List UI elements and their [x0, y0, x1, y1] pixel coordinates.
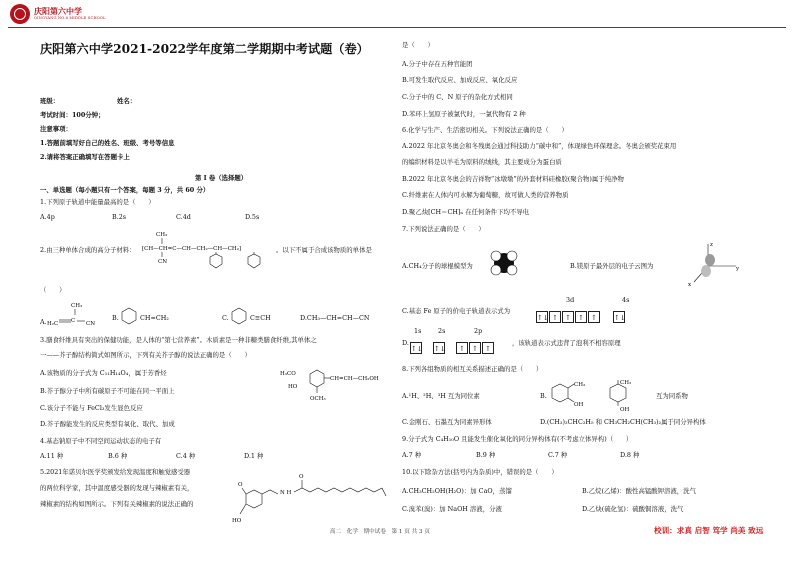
q7-option-a: A.CH₄分子的球棍模型为	[402, 262, 473, 270]
svg-text:H₃CO: H₃CO	[280, 371, 296, 377]
q3-line-2: 一——芥子醇结构简式如图所示，下列有关芥子醇的说法正确的是（ ）	[40, 351, 251, 359]
svg-text:HO: HO	[232, 518, 242, 524]
svg-text:O: O	[299, 474, 304, 480]
orbital-box: ↑	[588, 311, 600, 323]
q1-option-b: B.2s	[112, 213, 127, 221]
q7-d-1s-label: 1s	[414, 327, 422, 335]
q7-c-3d-label: 3d	[566, 296, 575, 304]
orbital-box: ↑	[575, 311, 587, 323]
q5-continued: 是（ ）	[402, 41, 434, 49]
q2-option-c-benzene-icon	[228, 307, 250, 327]
svg-text:y: y	[736, 266, 740, 272]
orbital-box: ↑	[549, 311, 561, 323]
q8-stem: 8.下列各组物质的相互关系描述正确的是（ ）	[402, 365, 543, 373]
q8-option-c: C.金刚石、石墨互为同素异形体	[402, 418, 492, 426]
svg-text:N H: N H	[280, 490, 292, 496]
q10-stem: 10.以下除杂方法(括号内为杂质)中，错误的是（ ）	[402, 468, 558, 476]
q2-option-a-label: A.	[40, 318, 47, 326]
svg-text:O: O	[238, 482, 243, 488]
q8-option-d: D.(CH₃)₂CHC₂H₅ 和 CH₃CH₂CH(CH₃)₂属于同分异构体	[540, 418, 706, 426]
q7-option-b: B.镁原子最外层的电子云图为	[570, 262, 654, 270]
q2-stem: 2.由三种单体合成的高分子材料：	[40, 246, 136, 254]
q5-line-1: 5.2021年诺贝尔医学奖颁发给发现温度和触觉感受器	[40, 468, 191, 476]
q3-line-1: 3.膳食纤维具有突出的保健功能，是人体的“第七营养素”。木质素是一种非糖类膳食纤维,其单体之	[40, 336, 317, 344]
q4-stem: 4.基态钠原子中不同空间运动状态的电子有	[40, 437, 162, 445]
svg-text:CH=CH—CH₂OH: CH=CH—CH₂OH	[330, 376, 379, 382]
orbital-box: ↑	[456, 342, 468, 354]
note-2: 2.请将答案正确填写在答题卡上	[40, 153, 130, 161]
q2-option-c-label: C.	[222, 314, 229, 322]
q1-option-c: C.4d	[176, 213, 191, 221]
q10-option-a: A.CH₃CH₂OH(H₂O)：加 CaO，蒸馏	[402, 487, 512, 495]
q4-option-a: A.11 种	[40, 452, 64, 460]
svg-text:CH₃: CH₃	[620, 380, 632, 386]
q2-option-c-group: C≡CH	[250, 314, 271, 322]
svg-text:z: z	[710, 242, 713, 248]
q1-option-d: D.5s	[245, 213, 260, 221]
q2-option-b-benzene-icon	[118, 307, 140, 327]
q2-option-b-label: B.	[112, 314, 119, 322]
q8-option-b-label: B.	[540, 392, 547, 400]
volume-title: 第 I 卷（选择题）	[195, 174, 248, 182]
q3-option-b: B.芥子醇分子中所有碳原子不可能在同一平面上	[40, 387, 175, 395]
svg-text:OCH₃: OCH₃	[310, 396, 326, 402]
q1-stem: 1.下列原子轨道中能量最高的是（ ）	[40, 198, 155, 206]
q6-option-a-line-1: A.2022 年北京冬奥会和冬残奥会通过科技助力“碳中和”，体现绿色环保理念。冬奥会颁奖花束用	[402, 142, 677, 150]
svg-text:OH: OH	[574, 402, 584, 408]
q5-option-c: C.分子中的 C、N 原子的杂化方式相同	[402, 93, 513, 101]
school-name-en: QINGYANG NO.6 MIDDLE SCHOOL	[34, 16, 106, 20]
q3-option-c: C.该分子不能与 FeCl₃发生显色反应	[40, 404, 143, 412]
svg-text:CH₃: CH₃	[156, 232, 168, 238]
school-motto: 校训：求真 启智 笃学 尚美 致远	[654, 526, 764, 535]
class-label: 班级：	[40, 97, 60, 105]
q7-stem: 7.下列说法正确的是（ ）	[402, 225, 485, 233]
part-title: 一、单选题（每小题只有一个答案，每题 3 分，共 60 分）	[40, 186, 210, 194]
exam-title: 庆阳第六中学2021-2022学年度第二学期期中考试题（卷）	[40, 42, 369, 56]
svg-text:CH₃: CH₃	[71, 303, 83, 309]
q6-option-b: B.2022 年北京冬奥会的吉祥物“冰墩墩”的外套材料硅橡胶(聚合物)属于纯净物	[402, 175, 624, 183]
header-divider	[8, 27, 786, 28]
school-logo	[10, 4, 106, 24]
q8-option-a: A.¹H、²H、³H 互为同位素	[402, 392, 480, 400]
q4-option-c: C.4 种	[176, 452, 196, 460]
svg-text:x: x	[688, 282, 692, 288]
school-seal-icon	[10, 4, 30, 24]
q7-option-c: C.基态 Fe 原子的价电子轨道表示式为	[402, 307, 511, 315]
q7-c-4s-label: 4s	[622, 296, 630, 304]
q9-option-d: D.8 种	[620, 451, 640, 459]
q2-paren: （ ）	[40, 286, 66, 294]
q7-option-d-text: ，该轨道表示式违背了泡利不相容原理	[512, 339, 621, 347]
orbital-box: ↑↓	[613, 311, 625, 323]
orbital-box: ↑↓	[536, 311, 548, 323]
q2-option-b-group: CH=CH₂	[140, 314, 169, 322]
q10-option-b: B.乙烷(乙烯)：酸性高锰酸钾溶液，洗气	[582, 487, 696, 495]
q10-option-d: D.乙炔(硫化氢)：硫酸铜溶液，洗气	[582, 505, 684, 513]
q9-stem: 9.分子式为 C₄H₁₀O 且能发生催化氧化的同分异构体有(不考虑立体异构)（ ）	[402, 435, 633, 443]
q7-ch4-ball-stick-model	[486, 246, 522, 280]
q7-option-d-label: D.	[402, 339, 409, 347]
orbital-box: ↑↓	[410, 342, 422, 354]
orbital-box: ↑↓	[433, 342, 445, 354]
q3-option-a: A.该物质的分子式为 C₁₁H₁₄O₄，属于芳香烃	[40, 369, 167, 377]
q4-option-d: D.1 种	[244, 452, 264, 460]
note-1: 1.答题前填写好自己的姓名、班级、考号等信息	[40, 139, 175, 147]
orbital-box: ↑	[469, 342, 481, 354]
q6-option-c: C.纤维素在人体内可水解为葡萄糖，故可做人类的营养物质	[402, 191, 569, 199]
q5-capsaicin-structure	[228, 470, 396, 528]
q8-option-b-text: 互为同系物	[656, 392, 688, 400]
name-label: 姓名：	[117, 97, 137, 105]
q6-option-a-line-2: 的编织材料是以羊毛为原料的绒线，其主要成分为蛋白质	[402, 158, 562, 166]
school-name-cn: 庆阳第六中学	[34, 6, 82, 16]
q8-option-b-structures	[546, 378, 666, 412]
q7-d-2s-label: 2s	[438, 327, 446, 335]
q9-option-c: C.7 种	[548, 451, 568, 459]
q4-option-b: B.6 种	[108, 452, 128, 460]
q6-stem: 6.化学与生产、生活密切相关。下列说法正确的是（ ）	[402, 126, 568, 134]
svg-text:CN: CN	[86, 321, 96, 327]
svg-text:C: C	[71, 318, 76, 324]
q5-option-a: A.分子中存在五种官能团	[402, 60, 473, 68]
q5-line-2: 的两位科学家，其中温度感受器的发现与辣椒素有关，	[40, 484, 194, 492]
q7-d-2p-label: 2p	[474, 327, 483, 335]
q2-option-a-structure	[47, 300, 107, 328]
q5-line-3: 辣椒素的结构如图所示。下列有关辣椒素的说法正确的	[40, 500, 194, 508]
svg-text:HO: HO	[288, 384, 298, 390]
orbital-box: ↑	[482, 342, 494, 354]
q5-option-b: B.可发生取代反应、加成反应、氧化反应	[402, 76, 518, 84]
q9-option-a: A.7 种	[402, 451, 422, 459]
svg-text:CN: CN	[158, 259, 168, 265]
orbital-box: ↑	[562, 311, 574, 323]
svg-text:OH: OH	[620, 407, 630, 412]
q3-option-d: D.芥子醇能发生的反应类型有氧化、取代、加成	[40, 420, 175, 428]
exam-time: 考试时间：100分钟；	[40, 111, 105, 119]
q5-option-d: D.苯环上氢原子被氯代时，一氯代物有 2 种	[402, 110, 526, 118]
q2-option-d: D.CH₃—CH=CH—CN	[300, 314, 370, 322]
q10-option-c: C.溴苯(溴)：加 NaOH 溶液，分液	[402, 505, 502, 513]
q3-sinapyl-alcohol-structure	[280, 364, 392, 412]
q2-polymer-structure	[140, 228, 275, 276]
svg-text:CH₃: CH₃	[574, 382, 586, 388]
page-footer: 高二 化学 期中试卷 第 1 页 共 3 页	[330, 529, 430, 535]
q9-option-b: B.9 种	[476, 451, 496, 459]
svg-text:H₂C: H₂C	[47, 321, 59, 327]
q6-option-d: D.聚乙炔[CH＝CH]ₙ 在任何条件下均不导电	[402, 208, 530, 216]
notes-title: 注意事项：	[40, 125, 72, 133]
q1-option-a: A.4p	[40, 213, 55, 221]
svg-text:[CH—CH=C—CH—CH₂—CH—CH₂]: [CH—CH=C—CH—CH₂—CH—CH₂]	[142, 246, 242, 252]
q7-electron-cloud-diagram	[686, 238, 746, 290]
q2-stem-end: 。以下不属于合成该物质的单体是	[276, 246, 372, 254]
